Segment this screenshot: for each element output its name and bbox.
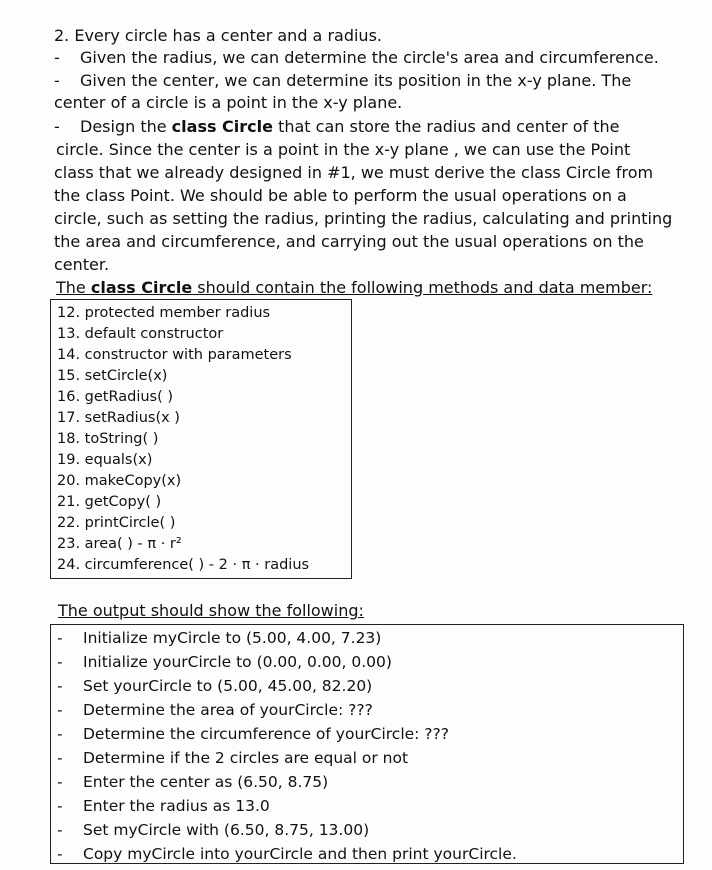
question-heading: 2. Every circle has a center and a radius. (54, 26, 382, 45)
output-item: - Determine if the 2 circles are equal or not (57, 749, 409, 767)
bullet-center: - Given the center, we can determine its position in the x-y plane. The (54, 71, 632, 90)
output-item: - Set myCircle with (6.50, 8.75, 13.00) (57, 821, 370, 839)
bullet-radius: - Given the radius, we can determine the circle's area and circumference. (54, 48, 659, 67)
method-item: 23. area( ) - π · r² (57, 536, 182, 552)
output-item: - Set yourCircle to (5.00, 45.00, 82.20) (57, 677, 373, 695)
paragraph-line: center of a circle is a point in the x-y plane. (54, 93, 403, 112)
output-item: - Initialize myCircle to (5.00, 4.00, 7.23) (57, 629, 382, 647)
method-item: 17. setRadius(x ) (57, 410, 180, 426)
output-item: - Enter the radius as 13.0 (57, 797, 270, 815)
paragraph-line: the area and circumference, and carrying out the usual operations on the (54, 232, 644, 251)
output-item: - Determine the area of yourCircle: ??? (57, 701, 373, 719)
paragraph-line: circle. Since the center is a point in the x-y plane , we can use the Point (56, 140, 631, 159)
method-item: 18. toString( ) (57, 431, 159, 447)
method-item: 13. default constructor (57, 326, 224, 342)
method-item: 12. protected member radius (57, 305, 271, 321)
method-item: 19. equals(x) (57, 452, 153, 468)
paragraph-line: the class Point. We should be able to perform the usual operations on a (54, 186, 627, 205)
output-item: - Copy myCircle into yourCircle and then print yourCircle. (57, 845, 517, 863)
output-item: - Determine the circumference of yourCircle: ??? (57, 725, 449, 743)
output-heading: The output should show the following: (58, 601, 364, 620)
method-item: 16. getRadius( ) (57, 389, 174, 405)
output-item: - Initialize yourCircle to (0.00, 0.00, 0.00) (57, 653, 392, 671)
methods-box (50, 299, 352, 579)
output-item: - Enter the center as (6.50, 8.75) (57, 773, 329, 791)
paragraph-line: circle, such as setting the radius, printing the radius, calculating and printing (54, 209, 673, 228)
bullet-design: - Design the class Circle that can store the radius and center of the (54, 117, 620, 136)
method-item: 24. circumference( ) - 2 · π · radius (57, 557, 310, 573)
paragraph-line: class that we already designed in #1, we must derive the class Circle from (54, 163, 654, 182)
method-item: 22. printCircle( ) (57, 515, 176, 531)
methods-heading: The class Circle should contain the following methods and data member: (56, 278, 653, 297)
method-item: 15. setCircle(x) (57, 368, 168, 384)
output-box (50, 624, 684, 864)
method-item: 14. constructor with parameters (57, 347, 292, 363)
method-item: 21. getCopy( ) (57, 494, 162, 510)
paragraph-line: center. (54, 255, 110, 274)
method-item: 20. makeCopy(x) (57, 473, 182, 489)
